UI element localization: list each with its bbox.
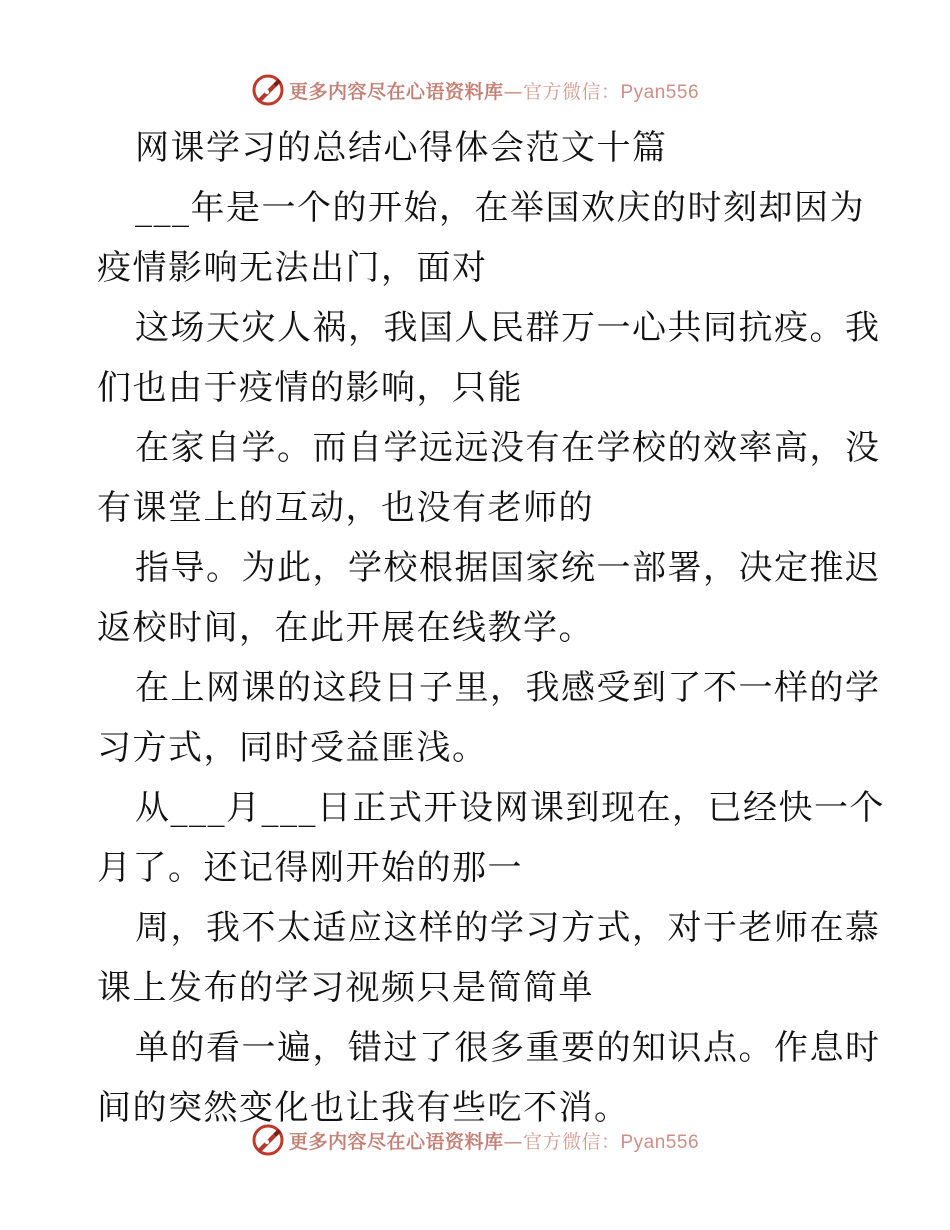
watermark-dash: —: [503, 1130, 523, 1153]
pen-logo-icon: [251, 1123, 285, 1157]
text-line: ___年是一个的开始，在举国欢庆的时刻却因为: [135, 188, 865, 228]
text-line: 在上网课的这段日子里，我感受到了不一样的学: [135, 668, 881, 708]
watermark-official-label: 官方微信：: [522, 1130, 621, 1153]
text-line: 们也由于疫情的影响，只能: [97, 368, 523, 408]
text-line: 月了。还记得刚开始的那一: [97, 848, 523, 888]
watermark-handle: Pyan556: [620, 1131, 700, 1153]
header-watermark: [0, 70, 950, 110]
watermark-handle: Pyan556: [620, 81, 700, 103]
text-line: 周，我不太适应这样的学习方式，对于老师在慕: [135, 908, 881, 948]
text-line: 从___月___日正式开设网课到现在，已经快一个: [135, 788, 885, 828]
watermark-brand: 更多内容尽在心语资料库: [288, 1130, 504, 1153]
text-line: 间的突然变化也让我有些吃不消。: [97, 1088, 630, 1128]
text-line: 单的看一遍，错过了很多重要的知识点。作息时: [135, 1028, 881, 1068]
document-title: 网课学习的总结心得体会范文十篇: [135, 128, 668, 168]
text-line: 课上发布的学习视频只是简简单: [97, 968, 594, 1008]
watermark-dash: —: [503, 80, 523, 103]
document-body: [97, 118, 885, 1138]
footer-watermark: [0, 1120, 950, 1160]
text-line: 返校时间，在此开展在线教学。: [97, 608, 594, 648]
text-line: 习方式，同时受益匪浅。: [97, 728, 488, 768]
text-line: 有课堂上的互动，也没有老师的: [97, 488, 594, 528]
text-line: 在家自学。而自学远远没有在学校的效率高，没: [135, 428, 881, 468]
pen-logo-icon: [251, 73, 285, 107]
watermark-brand: 更多内容尽在心语资料库: [288, 80, 504, 103]
watermark-text: [289, 1127, 699, 1154]
text-line: 这场天灾人祸，我国人民群万一心共同抗疫。我: [135, 308, 881, 348]
text-line: 指导。为此，学校根据国家统一部署，决定推迟: [135, 548, 881, 588]
watermark-official-label: 官方微信：: [522, 80, 621, 103]
text-line: 疫情影响无法出门，面对: [97, 248, 488, 288]
watermark-text: [289, 77, 699, 104]
